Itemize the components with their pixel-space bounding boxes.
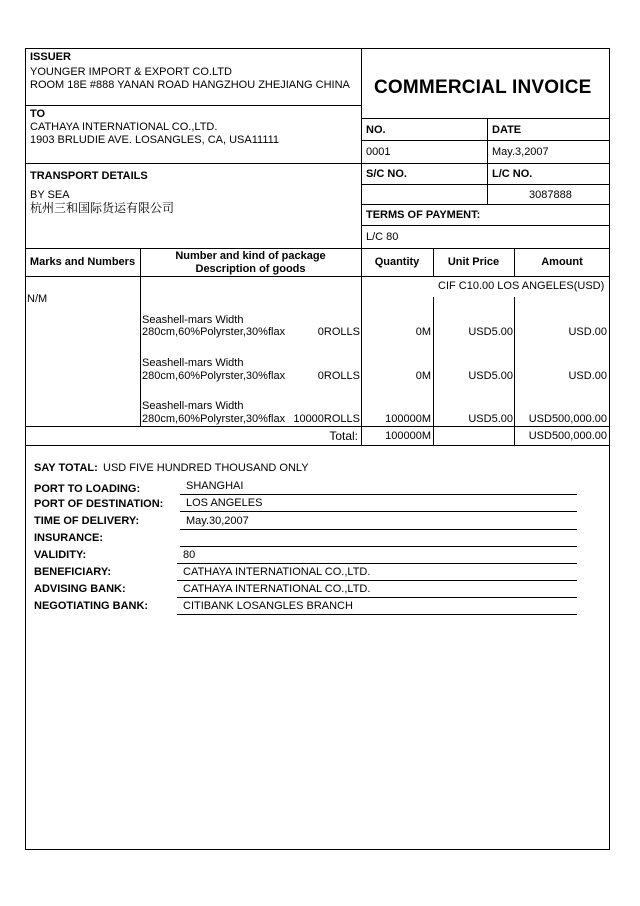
- transport-label: TRANSPORT DETAILS: [30, 170, 148, 182]
- item-amount: USD500,000.00: [528, 413, 607, 425]
- item-description-1: Seashell-mars Width: [142, 357, 244, 369]
- total-label: Total:: [329, 429, 358, 443]
- item-unit-price: USD5.00: [468, 413, 513, 425]
- field-underline: [177, 597, 577, 598]
- field-underline: [180, 529, 577, 530]
- beneficiary-value: CATHAYA INTERNATIONAL CO.,LTD.: [183, 566, 371, 578]
- port-destination-label: PORT OF DESTINATION:: [34, 498, 164, 510]
- field-underline: [177, 563, 577, 564]
- port-destination-value: LOS ANGELES: [186, 497, 263, 509]
- to-address: 1903 BRLUDIE AVE. LOSANGLES, CA, USA11111: [30, 134, 280, 146]
- forwarder-name: 杭州三和国际货运有限公司: [30, 201, 175, 215]
- item-description-1: Seashell-mars Width: [142, 400, 244, 412]
- issuer-label: ISSUER: [30, 51, 71, 63]
- advising-bank-label: ADVISING BANK:: [34, 583, 126, 595]
- col-header-quantity: Quantity: [374, 256, 420, 268]
- issuer-name: YOUNGER IMPORT & EXPORT CO.LTD: [30, 66, 232, 78]
- item-package: 0ROLLS: [317, 326, 360, 338]
- col-header-amount: Amount: [541, 256, 583, 268]
- item-quantity: 0M: [415, 326, 431, 338]
- to-name: CATHAYA INTERNATIONAL CO.,LTD.: [30, 121, 218, 133]
- item-unit-price: USD5.00: [468, 326, 513, 338]
- item-amount: USD.00: [568, 326, 607, 338]
- port-loading-value: SHANGHAI: [186, 480, 244, 492]
- item-quantity: 0M: [415, 370, 431, 382]
- item-quantity: 100000M: [385, 413, 431, 425]
- field-underline: [180, 511, 577, 512]
- date-label: DATE: [492, 124, 522, 136]
- to-label: TO: [30, 108, 46, 120]
- delivery-time-label: TIME OF DELIVERY:: [34, 515, 140, 527]
- field-underline: [177, 614, 577, 615]
- field-underline: [177, 580, 577, 581]
- say-total-value: USD FIVE HUNDRED THOUSAND ONLY: [103, 462, 309, 474]
- sc-no-label: S/C NO.: [366, 168, 407, 180]
- document-title: COMMERCIAL INVOICE: [374, 77, 592, 98]
- lc-no-label: L/C NO.: [492, 168, 533, 180]
- item-unit-price: USD5.00: [468, 370, 513, 382]
- insurance-label: INSURANCE:: [34, 532, 104, 544]
- col-header-package: Number and kind of package: [175, 250, 326, 262]
- item-description-2: 280cm,60%Polyrster,30%flax: [142, 413, 286, 425]
- item-description-2: 280cm,60%Polyrster,30%flax: [142, 326, 286, 338]
- col-header-unit-price: Unit Price: [447, 256, 500, 268]
- invoice-no-label: NO.: [366, 124, 386, 136]
- port-loading-label: PORT TO LOADING:: [34, 483, 141, 495]
- item-package: 0ROLLS: [317, 370, 360, 382]
- validity-label: VALIDITY:: [34, 549, 87, 561]
- lc-no-value: 3087888: [529, 189, 572, 201]
- price-term: CIF C10.00 LOS ANGELES(USD): [438, 280, 605, 292]
- date-value: May.3,2007: [492, 146, 549, 158]
- advising-bank-value: CATHAYA INTERNATIONAL CO.,LTD.: [183, 583, 371, 595]
- terms-label: TERMS OF PAYMENT:: [366, 209, 481, 221]
- invoice-no-value: 0001: [366, 146, 391, 158]
- total-quantity: 100000M: [385, 430, 431, 442]
- beneficiary-label: BENEFICIARY:: [34, 566, 111, 578]
- item-description-2: 280cm,60%Polyrster,30%flax: [142, 370, 286, 382]
- total-amount: USD500,000.00: [528, 430, 607, 442]
- negotiating-bank-value: CITIBANK LOSANGLES BRANCH: [183, 600, 353, 612]
- issuer-address: ROOM 18E #888 YANAN ROAD HANGZHOU ZHEJIANG CHINA: [30, 79, 350, 91]
- field-underline: [180, 494, 577, 495]
- shipping-marks: N/M: [27, 293, 48, 305]
- terms-value: L/C 80: [366, 231, 399, 243]
- field-underline: [180, 546, 577, 547]
- say-total-label: SAY TOTAL:: [34, 462, 98, 474]
- validity-value: 80: [183, 549, 196, 561]
- item-amount: USD.00: [568, 370, 607, 382]
- col-header-description: Description of goods: [195, 263, 306, 275]
- transport-mode: BY SEA: [30, 189, 70, 201]
- negotiating-bank-label: NEGOTIATING BANK:: [34, 600, 149, 612]
- item-package: 10000ROLLS: [293, 413, 360, 425]
- item-description-1: Seashell-mars Width: [142, 314, 244, 326]
- col-header-marks: Marks and Numbers: [29, 256, 136, 268]
- delivery-time-value: May.30,2007: [186, 515, 249, 527]
